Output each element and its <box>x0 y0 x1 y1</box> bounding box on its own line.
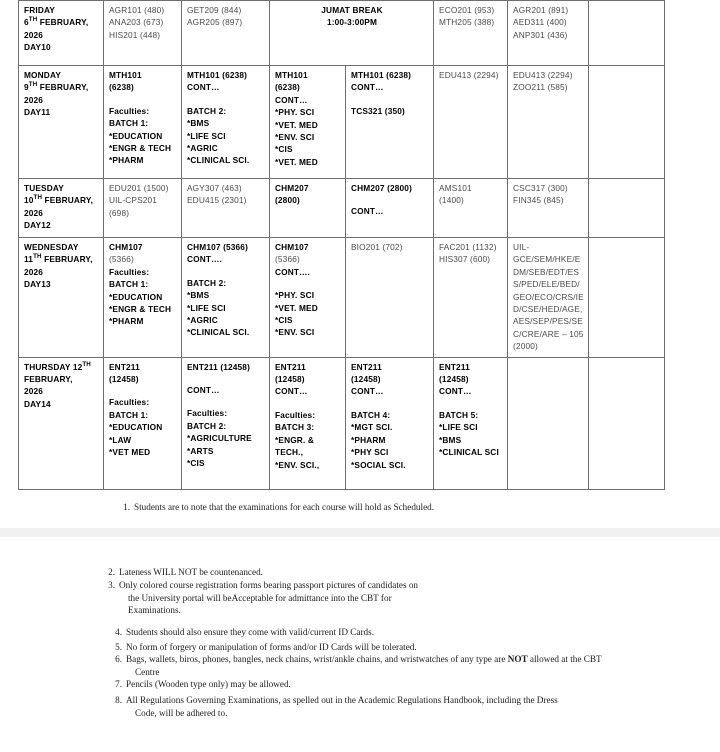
course-cell <box>346 179 434 238</box>
course-line <box>351 94 429 105</box>
spacer-cell <box>589 179 665 238</box>
course-cell <box>434 357 508 489</box>
course-line: CHM107 <box>109 242 143 252</box>
course-line: CONT… <box>351 206 384 217</box>
course-line: *ENGR & TECH <box>109 304 172 315</box>
note-text: Students should also ensure they come with valid/current ID Cards. <box>126 627 375 637</box>
course-cell <box>434 238 508 358</box>
course-line: *EDUCATION <box>109 130 163 141</box>
note-item <box>103 579 690 617</box>
course-line: *ENV. SCI., <box>275 459 320 470</box>
course-cell <box>104 66 182 179</box>
course-line: CONT… <box>275 386 308 397</box>
course-line: *EDUCATION <box>109 422 163 433</box>
course-cell <box>104 179 182 238</box>
course-cell <box>270 66 346 179</box>
course-line: EDU201 (1500) <box>109 183 169 193</box>
course-line <box>109 94 177 105</box>
course-line: *SOCIAL SCI. <box>351 459 406 470</box>
course-line: ZOO211 (585) <box>513 82 568 93</box>
course-cell <box>508 66 589 179</box>
course-line: *PHARM <box>109 155 144 166</box>
course-line: CHM207 <box>275 183 309 193</box>
course-line: MTH205 (388) <box>439 17 495 28</box>
timetable-row <box>19 1 665 66</box>
course-cell <box>104 1 182 66</box>
exam-timetable <box>18 0 664 490</box>
course-line: *LIFE SCI <box>187 302 226 313</box>
timetable-row <box>19 66 665 179</box>
course-line: (2800) <box>275 195 300 206</box>
course-line: (698) <box>109 207 130 218</box>
course-cell <box>346 66 434 179</box>
course-line: MTH101 <box>109 70 142 80</box>
course-line: (6238) <box>275 82 300 93</box>
course-line: ENT211 <box>351 361 382 372</box>
course-line: Faculties: <box>109 266 150 277</box>
course-line: *ENGR & TECH <box>109 143 172 154</box>
course-line: *PHARM <box>351 434 386 445</box>
course-line: CONT… <box>187 385 220 396</box>
course-line: *VET MED <box>109 447 151 458</box>
note-number: 5. <box>115 642 122 652</box>
course-line: BATCH 4: <box>351 409 391 420</box>
course-line: *LAW <box>109 434 132 445</box>
course-cell <box>508 238 589 358</box>
note-number: 2. <box>108 567 115 577</box>
course-line: BATCH 2: <box>187 420 227 431</box>
timetable-table <box>18 0 665 490</box>
course-line: (12458) <box>351 374 381 385</box>
course-line <box>187 94 265 105</box>
course-line: AGR201 (891) <box>513 5 569 15</box>
course-line: MTH101 <box>275 70 308 80</box>
course-line: AGY307 (463) <box>187 183 242 193</box>
course-line: *VET. MED <box>275 156 318 167</box>
course-cell <box>346 238 434 358</box>
course-line: *CIS <box>187 458 205 469</box>
note-item <box>118 501 690 514</box>
course-line: ENT211 <box>275 361 306 372</box>
course-line: *PHY SCI <box>351 447 389 458</box>
course-cell <box>434 179 508 238</box>
day-cell: WEDNESDAY 11TH FEBRUARY, 2026 DAY13 <box>19 238 104 358</box>
course-cell <box>182 1 270 66</box>
course-line: BATCH 2: <box>187 105 227 116</box>
course-line: BATCH 3: <box>275 422 315 433</box>
course-line: CONT… <box>275 94 308 105</box>
course-line: ECO201 (953) <box>439 5 495 15</box>
course-line: CONT…. <box>275 266 311 277</box>
course-line: ANA203 (673) <box>109 17 164 28</box>
course-line: *LIFE SCI <box>187 130 226 141</box>
course-line: CHM107 (5366) <box>187 242 248 252</box>
note-item <box>110 653 690 678</box>
course-line: ENT211 <box>439 361 470 372</box>
note-number: 1. <box>123 502 130 512</box>
course-cell <box>346 357 434 489</box>
course-line: *ARTS <box>187 445 214 456</box>
course-cell <box>434 1 508 66</box>
course-line: *LIFE SCI <box>439 422 478 433</box>
course-line: (5366) <box>275 254 300 265</box>
course-line: *BMS <box>187 118 210 129</box>
course-line: Faculties: <box>109 105 150 116</box>
timetable-row <box>19 238 665 358</box>
note-text: All Regulations Governing Examinations, as spelled out in the Academic Regulations Handbook, including the Dress Code, will be adhered to. <box>126 694 690 719</box>
course-cell <box>270 357 346 489</box>
course-line: *PHY. SCI <box>275 107 315 118</box>
course-line <box>351 398 429 409</box>
course-cell <box>182 66 270 179</box>
note-text: Pencils (Wooden type only) may be allowed. <box>126 679 291 689</box>
course-line: MTH101 (6238) <box>351 70 412 80</box>
note-number: 7. <box>115 679 122 689</box>
day-cell: FRIDAY 6TH FEBRUARY, 2026 DAY10 <box>19 1 104 66</box>
course-line: *VET. MED <box>275 119 318 130</box>
course-line <box>275 398 341 409</box>
course-line: *BMS <box>439 434 462 445</box>
course-line: FIN345 (845) <box>513 195 564 206</box>
course-line <box>187 396 265 407</box>
course-line: *CIS <box>275 144 293 155</box>
day-cell: TUESDAY 10TH FEBRUARY, 2026 DAY12 <box>19 179 104 238</box>
course-line: *ENGR. & <box>275 434 315 445</box>
note-text: Bags, wallets, biros, phones, bangles, neck chains, wrist/ankle chains, and wristwatches of any type are NOT allowed at the CBT Centre <box>126 653 690 678</box>
course-line: *AGRICULTURE <box>187 433 252 444</box>
course-line: CONT…. <box>187 254 223 265</box>
course-line: AGR205 (897) <box>187 17 243 28</box>
note-continuation: Centre <box>135 666 160 677</box>
course-line: BATCH 5: <box>439 409 479 420</box>
course-cell <box>508 1 589 66</box>
note-continuation: Code, will be adhered to. <box>135 707 228 718</box>
course-line <box>439 398 503 409</box>
course-line: *EDUCATION <box>109 291 163 302</box>
course-line: UIL-GCE/SEM/HKE/EDM/SEB/EDT/ESS/PED/ELE/BED/GEO/ECO/CRS/IED/CSE/HED/AGE, AES/SEP/PES/SEC/CRE/ARE – 105 (2000) <box>513 242 584 352</box>
course-line: *PHY. SCI <box>275 290 315 301</box>
course-line: *MGT SCI. <box>351 422 393 433</box>
note-emphasis: NOT <box>507 654 528 664</box>
course-line: BATCH 1: <box>109 118 149 129</box>
course-line: *AGRIC <box>187 143 218 154</box>
course-line: MTH101 (6238) <box>187 70 248 80</box>
course-cell <box>182 179 270 238</box>
course-line: BATCH 2: <box>187 277 227 288</box>
course-line: CONT… <box>351 386 384 397</box>
course-line: TCS321 (350) <box>351 105 405 116</box>
course-line: AGR101 (480) <box>109 5 165 15</box>
course-line: TECH., <box>275 447 304 458</box>
course-line: BATCH 1: <box>109 409 149 420</box>
note-item <box>110 694 690 719</box>
course-cell <box>434 66 508 179</box>
course-cell <box>182 238 270 358</box>
note-item <box>110 678 690 691</box>
course-line: *CLINICAL SCI. <box>187 327 250 338</box>
course-line: CONT… <box>351 82 384 93</box>
course-line: Faculties: <box>109 397 150 408</box>
course-line: EDU413 (2294) <box>439 70 499 80</box>
course-line: *PHARM <box>109 316 144 327</box>
day-cell: MONDAY 9TH FEBRUARY, 2026 DAY11 <box>19 66 104 179</box>
course-cell <box>270 238 346 358</box>
note-continuation: the University portal will beAcceptable for admittance into the CBT for <box>128 592 392 603</box>
scan-artifact-band <box>0 528 720 537</box>
break-cell <box>270 1 434 66</box>
course-line <box>275 278 341 289</box>
course-line: (5366) <box>109 254 134 265</box>
timetable-row <box>19 179 665 238</box>
course-line <box>351 194 429 205</box>
course-cell <box>182 357 270 489</box>
course-line: (6238) <box>109 82 134 93</box>
course-line: ANP301 (436) <box>513 29 568 40</box>
day-cell: THURSDAY 12TH FEBRUARY, 2026 DAY14 <box>19 357 104 489</box>
course-line: BATCH 1: <box>109 279 149 290</box>
note-text: Students are to note that the examinations for each course will hold as Scheduled. <box>134 502 435 512</box>
course-cell <box>589 66 665 179</box>
timetable-row <box>19 357 665 489</box>
course-line: EDU413 (2294) <box>513 70 573 80</box>
course-line: *CIS <box>275 315 293 326</box>
course-line: HIS201 (448) <box>109 29 161 40</box>
course-line: ENT211 <box>109 361 140 372</box>
note-item <box>110 641 690 654</box>
course-line: *BMS <box>187 290 210 301</box>
course-line: Faculties: <box>187 408 228 419</box>
note-number: 4. <box>115 627 122 637</box>
course-line: GET209 (844) <box>187 5 242 15</box>
course-line: (12458) <box>275 374 305 385</box>
course-line <box>109 385 177 396</box>
course-line: Faculties: <box>275 409 316 420</box>
course-cell <box>508 357 589 489</box>
course-line: AMS101 <box>439 183 472 193</box>
course-line: EDU415 (2301) <box>187 195 247 206</box>
course-line: CHM107 <box>275 242 309 252</box>
course-line <box>187 373 265 384</box>
course-cell <box>104 238 182 358</box>
course-cell <box>589 1 665 66</box>
course-line: ENT211 (12458) <box>187 361 250 372</box>
note-continuation: Examinations. <box>128 605 181 616</box>
course-line: CONT… <box>187 82 220 93</box>
course-line: CSC317 (300) <box>513 183 568 193</box>
course-line: (1400) <box>439 195 464 206</box>
note-item <box>103 566 690 579</box>
course-line: FAC201 (1132) <box>439 242 497 252</box>
course-cell <box>104 357 182 489</box>
note-text: No form of forgery or manipulation of forms and/or ID Cards will be tolerated. <box>126 642 417 652</box>
course-line: (12458) <box>439 374 469 385</box>
course-line: *CLINICAL SCI <box>439 447 499 458</box>
course-line: JUMAT BREAK <box>321 5 383 15</box>
course-line: UIL-CPS201 <box>109 195 158 206</box>
course-line: *ENV. SCI <box>275 132 315 143</box>
course-line: (12458) <box>109 374 139 385</box>
course-cell <box>508 179 589 238</box>
note-text: Only colored course registration forms bearing passport pictures of candidates on the University portal will beAcceptable for admittance into the CBT for Examinations. <box>119 579 690 617</box>
note-text: Lateness WILL NOT be countenanced. <box>119 567 263 577</box>
course-line: BIO201 (702) <box>351 242 403 252</box>
spacer-cell <box>589 357 665 489</box>
spacer-cell <box>589 238 665 358</box>
course-line: AED311 (400) <box>513 17 567 28</box>
course-line: CHM207 (2800) <box>351 183 412 193</box>
course-line <box>187 266 265 277</box>
course-line: CONT… <box>439 386 472 397</box>
note-number: 6. <box>115 654 122 664</box>
course-line: *VET. MED <box>275 302 318 313</box>
course-line: *AGRIC <box>187 315 218 326</box>
note-item <box>110 626 690 639</box>
course-line: 1:00-3:00PM <box>326 17 378 28</box>
note-number: 3. <box>108 580 115 590</box>
course-cell <box>270 179 346 238</box>
note-number: 8. <box>115 695 122 705</box>
course-line: *ENV. SCI <box>275 327 315 338</box>
course-line: *CLINICAL SCI. <box>187 155 250 166</box>
course-line: HIS307 (600) <box>439 254 491 265</box>
